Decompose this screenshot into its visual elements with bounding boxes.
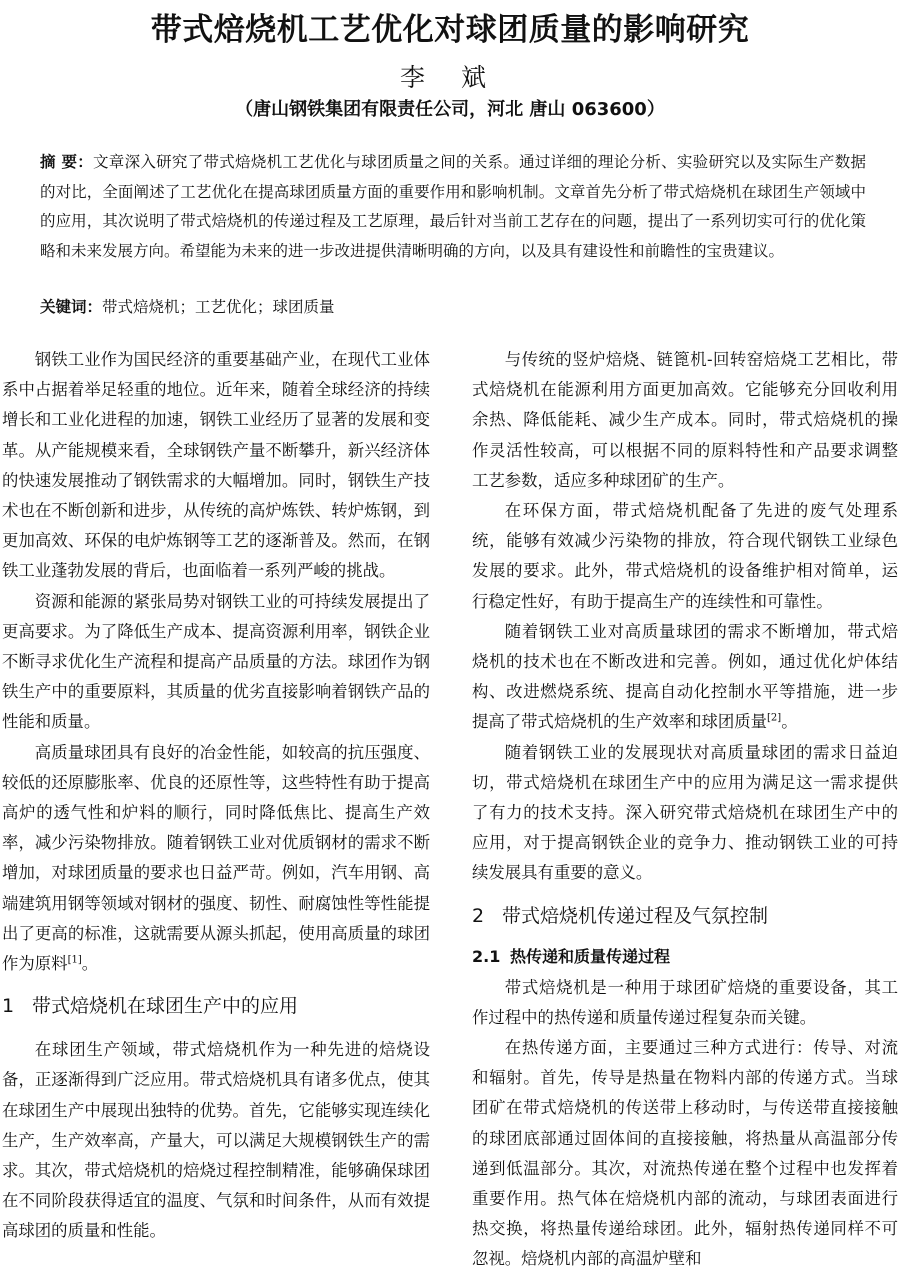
paragraph: 带式焙烧机是一种用于球团矿焙烧的重要设备，其工作过程中的热传递和质量传递过程复杂而关键。 [472,977,898,1027]
author-affiliation: （唐山钢铁集团有限责任公司，河北 唐山 063600） [235,99,665,120]
paragraph [2,738,430,980]
paper-title: 带式焙烧机工艺优化对球团质量的影响研究 [150,12,750,48]
paragraph-end: 。 [781,712,798,732]
paragraph-end: 。 [81,954,99,974]
paragraph: 在球团生产领域，带式焙烧机作为一种先进的焙烧设备，正逐渐得到广泛应用。带式焙烧机具有诸多优点，使其在球团生产中展现出独特的优势。首先，它能够实现连续化生产，生产效率高，产量大，可以满足大规模钢铁生产的需求。其次，带式焙烧机的焙烧过程控制精准，能够确保球团在不同阶段获得适宜的温度、气氛和时间条件，从而有效提高球团的质量和性能。 [2,1040,430,1241]
paragraph: 在环保方面，带式焙烧机配备了先进的废气处理系统，能够有效减少污染物的排放，符合现代钢铁工业绿色发展的要求。此外，带式焙烧机的设备维护相对简单，运行稳定性好，有助于提高生产的连续性和可靠性。 [472,501,898,611]
paragraph: 在热传递方面，主要通过三种方式进行：传导、对流和辐射。首先，传导是热量在物料内部的传递方式。当球团矿在带式焙烧机的传送带上移动时，与传送带直接接触的球团底部通过固体间的直接接触，将热量从高温部分传递到低温部分。其次，对流热传递在整个过程中也发挥着重要作用。热气体在焙烧机内部的流动，与球团表面进行热交换，将热量传递给球团。此外，辐射热传递同样不可忽视。焙烧机内部的高温炉壁和 [472,1038,898,1269]
abstract [40,148,866,266]
section-title: 带式焙烧机在球团生产中的应用 [32,995,299,1018]
keywords-text: 带式焙烧机；工艺优化；球团质量 [102,298,335,316]
abstract-label: 摘 要： [40,153,94,171]
section-number: 1 [2,995,15,1018]
paragraph: 与传统的竖炉焙烧、链篦机-回转窑焙烧工艺相比，带式焙烧机在能源利用方面更加高效。它能够充分回收利用余热、降低能耗、减少生产成本。同时，带式焙烧机的操作灵活性较高，可以根据不同的原料特性和产品要求调整工艺参数，适应多种球团矿的生产。 [472,350,898,490]
citation-ref: [2] [767,712,782,724]
author-name: 李 斌 [400,63,500,92]
paragraph-text: 高质量球团具有良好的冶金性能，如较高的抗压强度、较低的还原膨胀率、优良的还原性等，这些特性有助于提高高炉的透气性和炉料的顺行，同时降低焦比、提高生产效率，减少污染物排放。随着钢铁工业对优质钢材的需求不断增加，对球团质量的要求也日益严苛。例如，汽车用钢、高端建筑用钢等领域对钢材的强度、韧性、耐腐蚀性等性能提出了更高的标准，这就需要从源头抓起，使用高质量的球团作为原料 [2,742,430,974]
section-heading-1 [2,993,430,1019]
subsection-title: 热传递和质量传递过程 [510,946,671,966]
right-column [472,345,898,1275]
subsection-number: 2.1 [472,946,501,966]
citation-ref: [1] [67,954,82,966]
paragraph-text: 随着钢铁工业对高质量球团的需求不断增加，带式焙烧机的技术也在不断改进和完善。例如，通过优化炉体结构、改进燃烧系统、提高自动化控制水平等措施，进一步提高了带式焙烧机的生产效率和球团质量 [472,621,898,732]
abstract-text: 文章深入研究了带式焙烧机工艺优化与球团质量之间的关系。通过详细的理论分析、实验研究以及实际生产数据的对比，全面阐述了工艺优化在提高球团质量方面的重要作用和影响机制。文章首先分析了带式焙烧机在球团生产领域中的应用，其次说明了带式焙烧机的传递过程及工艺原理，最后针对当前工艺存在的问题，提出了一系列切实可行的优化策略和未来发展方向。希望能为未来的进一步改进提供清晰明确的方向，以及具有建设性和前瞻性的宝贵建议。 [40,153,866,260]
left-column [2,345,430,1247]
paragraph: 钢铁工业作为国民经济的重要基础产业，在现代工业体系中占据着举足轻重的地位。近年来，随着全球经济的持续增长和工业化进程的加速，钢铁工业经历了显著的发展和变革。从产能规模来看，全球钢铁产量不断攀升，新兴经济体的快速发展推动了钢铁需求的大幅增加。同时，钢铁生产技术也在不断创新和进步，从传统的高炉炼铁、转炉炼钢，到更加高效、环保的电炉炼钢等工艺的逐渐普及。然而，在钢铁工业蓬勃发展的背后，也面临着一系列严峻的挑战。 [2,350,430,581]
subsection-heading-2-1 [472,945,898,969]
keywords [40,294,866,320]
paragraph: 随着钢铁工业的发展现状对高质量球团的需求日益迫切，带式焙烧机在球团生产中的应用为满足这一需求提供了有力的技术支持。深入研究带式焙烧机在球团生产中的应用，对于提高钢铁企业的竞争力、推动钢铁工业的可持续发展具有重要的意义。 [472,742,898,883]
section-number: 2 [472,904,485,927]
section-heading-2 [472,903,898,929]
paragraph: 资源和能源的紧张局势对钢铁工业的可持续发展提出了更高要求。为了降低生产成本、提高资源利用率，钢铁企业不断寻求优化生产流程和提高产品质量的方法。球团作为钢铁生产中的重要原料，其质量的优劣直接影响着钢铁产品的性能和质量。 [2,591,430,732]
paragraph [472,617,898,738]
section-title: 带式焙烧机传递过程及气氛控制 [502,904,769,927]
keywords-label: 关键词： [40,298,103,316]
